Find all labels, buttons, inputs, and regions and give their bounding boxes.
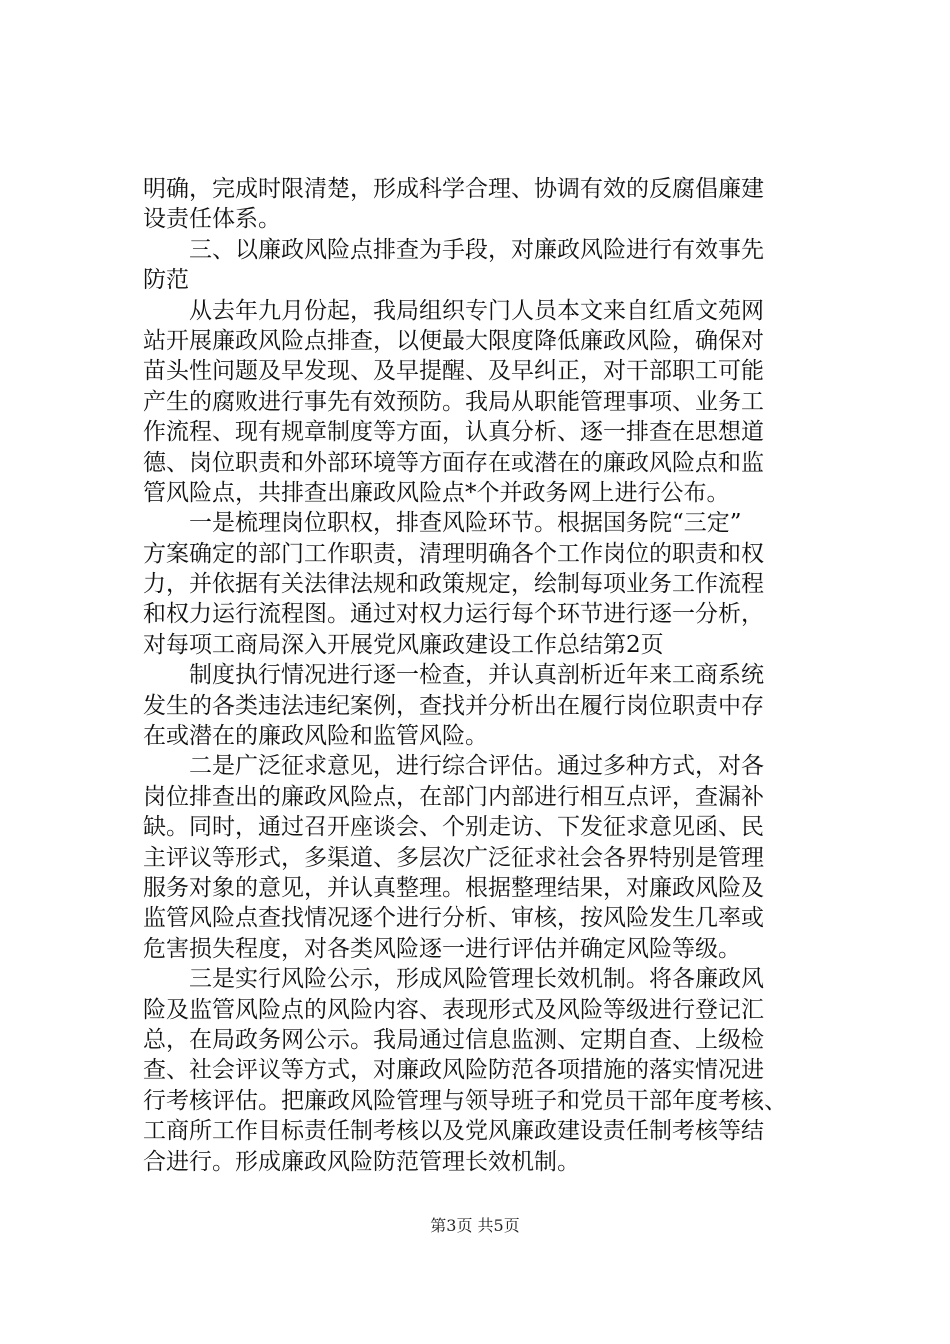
text-line: 主评议等形式，多渠道、多层次广泛征求社会各界特别是管理 <box>143 844 764 871</box>
text-line: 合进行。形成廉政风险防范管理长效机制。 <box>143 1148 580 1175</box>
text-line: 服务对象的意见，并认真整理。根据整理结果，对廉政风险及 <box>143 874 764 901</box>
text-line: 查、社会评议等方式，对廉政风险防范各项措施的落实情况进 <box>143 1057 764 1084</box>
text-line: 站开展廉政风险点排查，以便最大限度降低廉政风险，确保对 <box>143 327 764 354</box>
text-line: 总，在局政务网公示。我局通过信息监测、定期自查、上级检 <box>143 1026 764 1053</box>
text-line: 力，并依据有关法律法规和政策规定，绘制每项业务工作流程 <box>143 571 764 598</box>
text-line: 产生的腐败进行事先有效预防。我局从职能管理事项、业务工 <box>143 388 764 415</box>
text-line: 危害损失程度，对各类风险逐一进行评估并确定风险等级。 <box>143 935 741 962</box>
text-line: 工商所工作目标责任制考核以及党风廉政建设责任制考核等结 <box>143 1118 764 1145</box>
page-number-footer: 第3页 共5页 <box>430 1216 520 1235</box>
text-line: 险及监管风险点的风险内容、表现形式及风险等级进行登记汇 <box>143 996 764 1023</box>
text-line: 设责任体系。 <box>143 206 281 233</box>
document-body <box>143 174 833 1177</box>
section-heading-line: 三、以廉政风险点排查为手段，对廉政风险进行有效事先 <box>189 236 764 263</box>
text-line: 苗头性问题及早发现、及早提醒、及早纠正，对干部职工可能 <box>143 358 764 385</box>
text-line: 作流程、现有规章制度等方面，认真分析、逐一排查在思想道 <box>143 419 764 446</box>
text-line: 行考核评估。把廉政风险管理与领导班子和党员干部年度考核、 <box>143 1087 787 1114</box>
text-line: 明确，完成时限清楚，形成科学合理、协调有效的反腐倡廉建 <box>143 176 764 202</box>
text-line: 和权力运行流程图。通过对权力运行每个环节进行逐一分析， <box>143 601 764 628</box>
text-line: 一是梳理岗位职权，排查风险环节。根据国务院“三定” <box>189 510 742 537</box>
text-line: 从去年九月份起，我局组织专门人员本文来自红盾文苑网 <box>189 297 764 324</box>
text-line: 在或潜在的廉政风险和监管风险。 <box>143 723 488 750</box>
text-line: 管风险点，共排查出廉政风险点*个并政务网上进行公布。 <box>143 479 730 506</box>
text-line: 缺。同时，通过召开座谈会、个别走访、下发征求意见函、民 <box>143 814 764 841</box>
text-line: 发生的各类违法违纪案例，查找并分析出在履行岗位职责中存 <box>143 692 764 719</box>
section-heading-line: 防范 <box>143 267 189 294</box>
text-line: 监管风险点查找情况逐个进行分析、审核，按风险发生几率或 <box>143 905 764 932</box>
text-line: 方案确定的部门工作职责，清理明确各个工作岗位的职责和权 <box>143 540 764 567</box>
text-line: 制度执行情况进行逐一检查，并认真剖析近年来工商系统 <box>189 662 764 689</box>
text-line: 德、岗位职责和外部环境等方面存在或潜在的廉政风险点和监 <box>143 449 764 476</box>
text-line: 岗位排查出的廉政风险点，在部门内部进行相互点评，查漏补 <box>143 783 764 810</box>
text-line: 二是广泛征求意见，进行综合评估。通过多种方式，对各 <box>189 753 764 780</box>
text-line: 三是实行风险公示，形成风险管理长效机制。将各廉政风 <box>189 966 764 993</box>
text-line: 对每项工商局深入开展党风廉政建设工作总结第2页 <box>143 631 664 658</box>
